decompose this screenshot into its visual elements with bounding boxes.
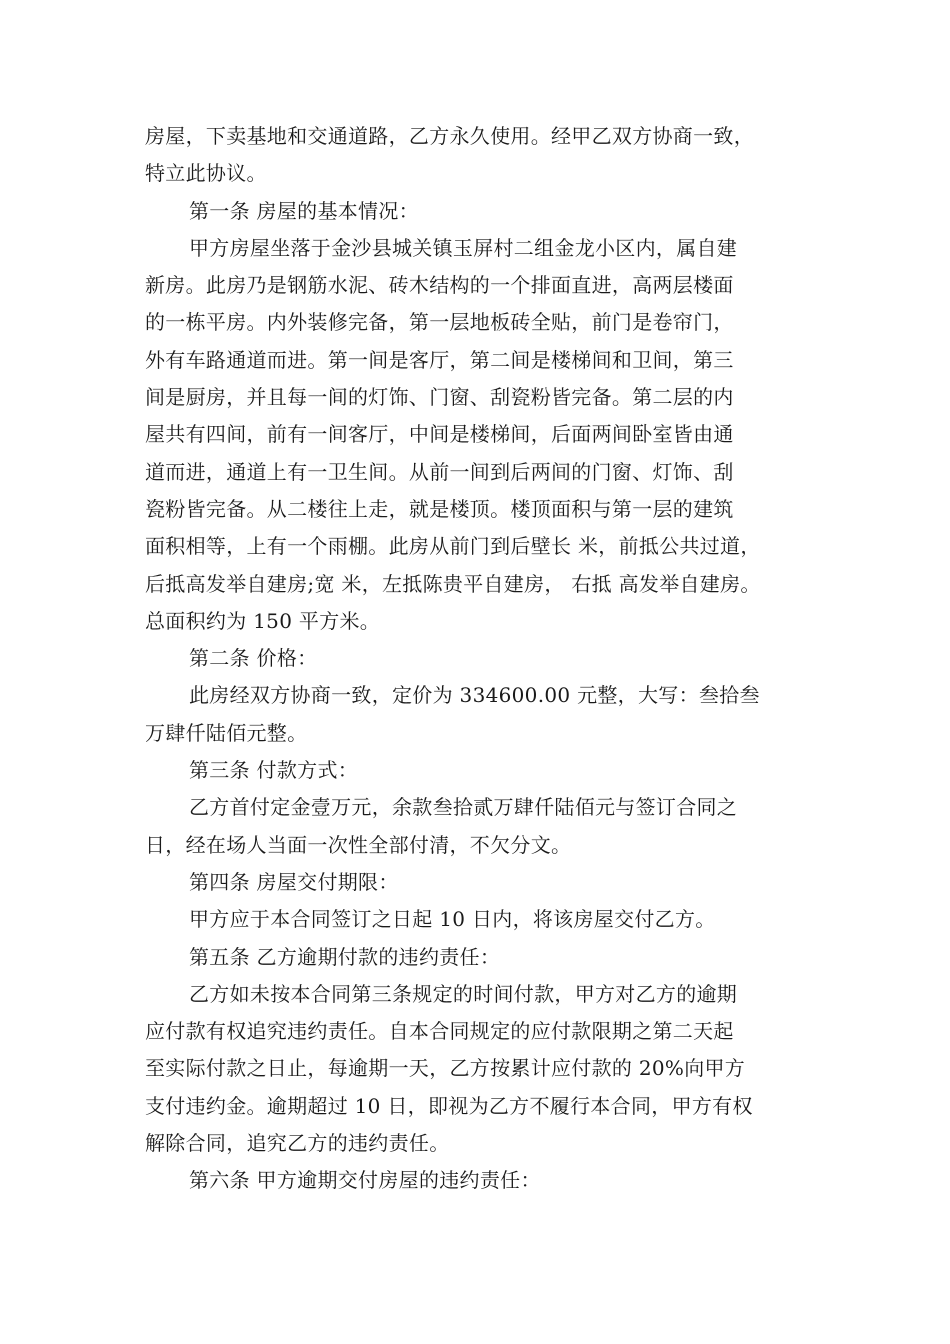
document-page: [145, 118, 825, 1200]
text-line: 道而进，通道上有一卫生间。从前一间到后两间的门窗、灯饰、刮: [145, 459, 734, 484]
text-line: 甲方应于本合同签订之日起 10 日内，将该房屋交付乙方。: [189, 907, 716, 932]
text-line: 日，经在场人当面一次性全部付清，不欠分文。: [145, 832, 572, 857]
text-line: 总面积约为 150 平方米。: [145, 608, 381, 633]
text-line: 特立此协议。: [145, 161, 267, 186]
text-line: 后抵高发举自建房;宽 米，左抵陈贵平自建房， 右抵 高发举自建房。: [145, 571, 761, 596]
text-line: 面积相等，上有一个雨棚。此房从前门到后壁长 米，前抵公共过道，: [145, 534, 761, 559]
section-heading-3: 第三条 付款方式：: [189, 758, 359, 783]
text-line: 支付违约金。逾期超过 10 日，即视为乙方不履行本合同，甲方有权: [145, 1093, 753, 1118]
text-line: 间是厨房，并且每一间的灯饰、门窗、刮瓷粉皆完备。第二层的内: [145, 385, 734, 410]
section-heading-2: 第二条 价格：: [189, 646, 318, 671]
text-line: 应付款有权追究违约责任。自本合同规定的应付款限期之第二天起: [145, 1019, 734, 1044]
section-heading-1: 第一条 房屋的基本情况：: [189, 198, 419, 223]
text-line: 外有车路通道而进。第一间是客厅，第二间是楼梯间和卫间，第三: [145, 347, 734, 372]
text-line: 瓷粉皆完备。从二楼往上走，就是楼顶。楼顶面积与第一层的建筑: [145, 496, 734, 521]
text-line: 乙方首付定金壹万元，余款叁拾贰万肆仟陆佰元与签订合同之: [189, 795, 738, 820]
text-line: 此房经双方协商一致，定价为 334600.00 元整，大写：叁拾叁: [189, 683, 760, 708]
text-line: 至实际付款之日止，每逾期一天，乙方按累计应付款的 20%向甲方: [145, 1056, 746, 1081]
text-line: 万肆仟陆佰元整。: [145, 720, 308, 745]
text-line: 屋共有四间，前有一间客厅，中间是楼梯间，后面两间卧室皆由通: [145, 422, 734, 447]
text-line: 房屋，下卖基地和交通道路，乙方永久使用。经甲乙双方协商一致，: [145, 124, 754, 148]
text-line: 甲方房屋坐落于金沙县城关镇玉屏村二组金龙小区内，属自建: [189, 235, 738, 260]
text-line: 的一栋平房。内外装修完备，第一层地板砖全贴，前门是卷帘门，: [145, 310, 734, 335]
text-line: 解除合同，追究乙方的违约责任。: [145, 1131, 450, 1156]
section-heading-6: 第六条 甲方逾期交付房屋的违约责任：: [189, 1168, 541, 1193]
text-line: 新房。此房乃是钢筋水泥、砖木结构的一个排面直进，高两层楼面: [145, 273, 734, 298]
text-line: 乙方如未按本合同第三条规定的时间付款，甲方对乙方的逾期: [189, 981, 738, 1006]
section-heading-5: 第五条 乙方逾期付款的违约责任：: [189, 944, 501, 969]
section-heading-4: 第四条 房屋交付期限：: [189, 869, 399, 894]
